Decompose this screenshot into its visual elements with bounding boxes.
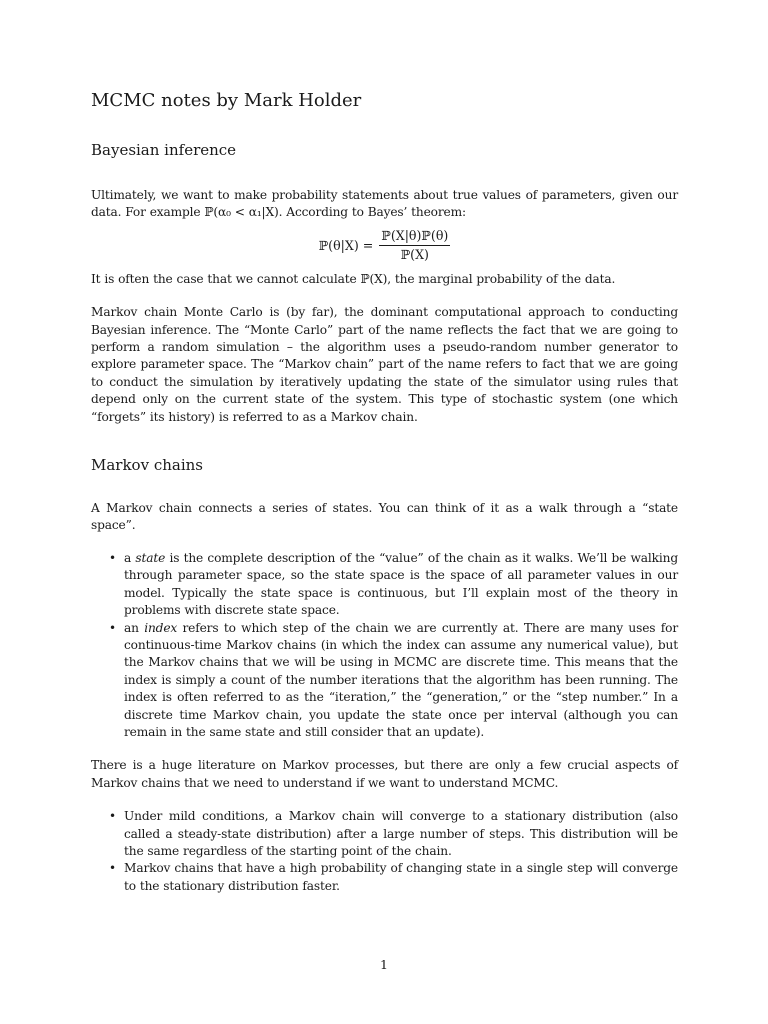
- equation-numerator: ℙ(X|θ)ℙ(θ): [379, 228, 450, 246]
- document-title: MCMC notes by Mark Holder: [91, 90, 362, 111]
- bullet-icon: •: [109, 809, 116, 824]
- markov-chain-intro-paragraph: A Markov chain connects a series of states. You can think of it as a walk through a “state space”.: [91, 501, 678, 533]
- section-heading-bayesian-inference: Bayesian inference: [91, 141, 237, 159]
- bayes-theorem-equation: [91, 228, 678, 263]
- aspect-text: Markov chains that have a high probability of changing state in a single step will converge to the stationary distribution faster.: [124, 861, 678, 893]
- definitions-list: [91, 550, 678, 741]
- document-page: [91, 88, 678, 895]
- equation-fraction: [379, 228, 450, 263]
- mcmc-definition-paragraph: Markov chain Monte Carlo is (by far), the dominant computational approach to conducting Bayesian inference. The “Monte Carlo” part of the name reflects the fact that we are going to perform a random simulation – the algorithm uses a pseudo-random number generator to explore parameter space. The “Markov chain” part of the name refers to fact that we are going to conduct the simulation by iteratively updating the state of the simulator using rules that depend only on the current state of the system. This type of stochastic system (one which “forgets” its history) is referred to as a Markov chain.: [91, 305, 678, 424]
- list-item-state: [91, 550, 678, 620]
- aspects-list: [91, 808, 678, 895]
- bullet-icon: •: [109, 550, 116, 565]
- page-number: 1: [380, 957, 388, 972]
- term-index: index: [144, 620, 178, 635]
- equation-denominator: ℙ(X): [400, 246, 429, 262]
- literature-paragraph: There is a huge literature on Markov processes, but there are only a few crucial aspects of Markov chains that we need to understand if we want to understand MCMC.: [91, 758, 678, 790]
- marginal-probability-paragraph: It is often the case that we cannot calculate ℙ(X), the marginal probability of the data.: [91, 271, 616, 286]
- definition-text: is the complete description of the “value” of the chain as it walks. We’ll be walking through parameter space, so the state space is the space of all parameter values in our model. Typically the state space is continuous, but I’ll explain most of the theory in problems with discrete state space.: [124, 550, 678, 618]
- equation-lhs: ℙ(θ|X) =: [318, 237, 374, 253]
- list-item-index: [91, 620, 678, 742]
- bullet-icon: •: [109, 620, 116, 635]
- list-item-mixing: [91, 860, 678, 895]
- definition-prefix: a: [124, 550, 136, 565]
- aspect-text: Under mild conditions, a Markov chain will converge to a stationary distribution (also called a steady-state distribution) after a large number of steps. This distribution will be the same regardless of the starting point of the chain.: [124, 809, 678, 858]
- definition-prefix: an: [124, 620, 145, 635]
- list-item-convergence: [91, 808, 678, 860]
- definition-text: refers to which step of the chain we are currently at. There are many uses for continuous-time Markov chains (in which the index can assume any numerical value), but the Markov chains that we will be using in MCMC are discrete time. This means that the index is simply a count of the number iterations that the algorithm has been running. The index is often referred to as the “iteration,” the “generation,” or the “step number.” In a discrete time Markov chain, you update the state once per interval (although you can remain in the same state and still consider that an update).: [124, 620, 678, 739]
- bullet-icon: •: [109, 861, 116, 876]
- section-heading-markov-chains: Markov chains: [91, 456, 203, 475]
- bayes-intro-paragraph: Ultimately, we want to make probability statements about true values of parameters, given our data. For example ℙ(α₀ < α₁|X). According to Bayes’ theorem:: [91, 188, 678, 220]
- term-state: state: [135, 550, 166, 565]
